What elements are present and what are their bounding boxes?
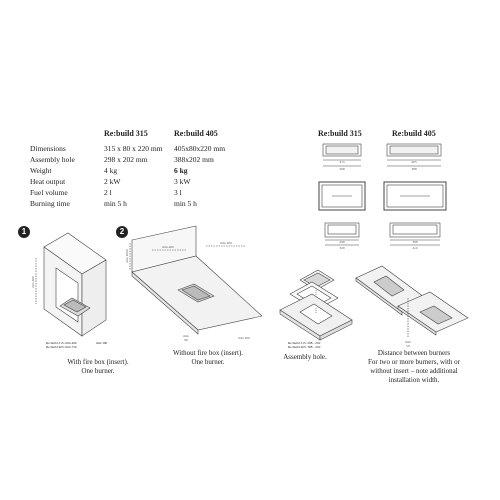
figure-4-caption xyxy=(350,349,478,385)
fig2-dim-bottom-a: min xyxy=(183,334,189,338)
fig3-note xyxy=(288,341,348,349)
dim-405-b: 388 xyxy=(411,167,417,171)
spec-value-405-dimensions: 405x80x220 mm xyxy=(174,144,226,153)
figure-2-caption-line-2: One burner. xyxy=(191,358,225,366)
dim-315-bottom-b: 320 xyxy=(339,246,345,250)
spec-header-405: Re:build 405 xyxy=(174,129,218,138)
fig3-note-line-2: Re:build 405: 388 - 202 xyxy=(288,345,321,349)
drawing-header-405: Re:build 405 xyxy=(392,129,436,138)
figure-2-badge: 2 xyxy=(116,226,128,238)
spec-value-405-assembly-hole: 388x202 mm xyxy=(174,155,214,164)
fig1-dim-right: min 300 xyxy=(96,341,108,345)
spec-value-315-heat-output: 2 kW xyxy=(104,177,121,186)
fig1-note-line-1: Re:build 315: min 400 xyxy=(46,341,77,345)
figure-4-caption-line-2: For two or more burners, with or xyxy=(368,358,460,366)
fig4-dim-b: 50 xyxy=(406,344,410,348)
figure-1-badge: 1 xyxy=(18,226,30,238)
figure-4-illustration xyxy=(356,266,468,338)
figure-4-caption-line-4: installation width. xyxy=(388,376,440,384)
figure-4-caption-line-1: Distance between burners xyxy=(377,349,451,357)
fig3-note-line-1: Re:build 315: 298 - 202 xyxy=(288,341,321,345)
spec-value-405-fuel-volume: 3 l xyxy=(174,188,182,197)
figure-1-caption-line-1: With fire box (insert). xyxy=(67,358,129,366)
figure-1-illustration xyxy=(36,233,106,336)
fig4-dim-a: min xyxy=(405,340,411,344)
spec-header-315: Re:build 315 xyxy=(104,129,148,138)
fig1-note-line-2: Re:build 405: min 750 xyxy=(46,345,77,349)
fig2-dim-left: min 400 xyxy=(162,245,174,249)
fig2-dim-right: min 400 xyxy=(220,241,232,245)
spec-label-dimensions: Dimensions xyxy=(30,144,66,153)
fig2-dim-bottom-b: 90 xyxy=(184,338,188,342)
spec-label-weight: Weight xyxy=(30,166,52,175)
dim-405-bottom-b: 410 xyxy=(412,246,418,250)
spec-value-315-burning-time: min 5 h xyxy=(104,199,127,208)
fig2-dim-corner: min 300 xyxy=(238,336,250,340)
figure-3-caption-line-1: Assembly hole. xyxy=(283,353,327,361)
spec-value-405-heat-output: 3 kW xyxy=(174,177,191,186)
drawing-315-front-view xyxy=(319,182,365,210)
dim-405-bottom-a: 388 xyxy=(412,240,418,244)
figure-2-caption-line-1: Without fire box (insert). xyxy=(172,349,244,357)
dim-315-a: 315 xyxy=(339,160,345,164)
spec-label-fuel-volume: Fuel volume xyxy=(30,188,68,197)
dim-405-a: 405 xyxy=(411,160,417,164)
figure-3-caption xyxy=(270,353,340,362)
dim-315-b: 298 xyxy=(339,167,345,171)
spec-label-burning-time: Burning time xyxy=(30,199,70,208)
spec-value-315-weight: 4 kg xyxy=(104,166,118,175)
figure-4-caption-line-3: without insert – note additional xyxy=(370,367,458,375)
spec-value-315-dimensions: 315 x 80 x 220 mm xyxy=(104,144,163,153)
spec-label-heat-output: Heat output xyxy=(30,177,66,186)
spec-value-315-fuel-volume: 2 l xyxy=(104,188,112,197)
drawing-405-front-view xyxy=(384,182,446,210)
drawing-header-315: Re:build 315 xyxy=(318,129,362,138)
figure-2-caption xyxy=(148,349,268,367)
spec-value-405-weight: 6 kg xyxy=(174,166,188,175)
spec-label-assembly-hole: Assembly hole xyxy=(30,155,75,164)
figure-1-caption xyxy=(48,358,148,376)
fig2-dim-side: min 1000 xyxy=(125,249,129,263)
figure-2-illustration xyxy=(130,226,262,334)
figure-1-caption-line-2: One burner. xyxy=(81,367,115,375)
spec-value-315-assembly-hole: 298 x 202 mm xyxy=(104,155,148,164)
dim-315-bottom-a: 298 xyxy=(339,240,345,244)
fig1-dim-side: min 400 xyxy=(31,276,35,288)
figure-3-illustration xyxy=(280,270,352,340)
spec-value-405-burning-time: min 5 h xyxy=(174,199,197,208)
